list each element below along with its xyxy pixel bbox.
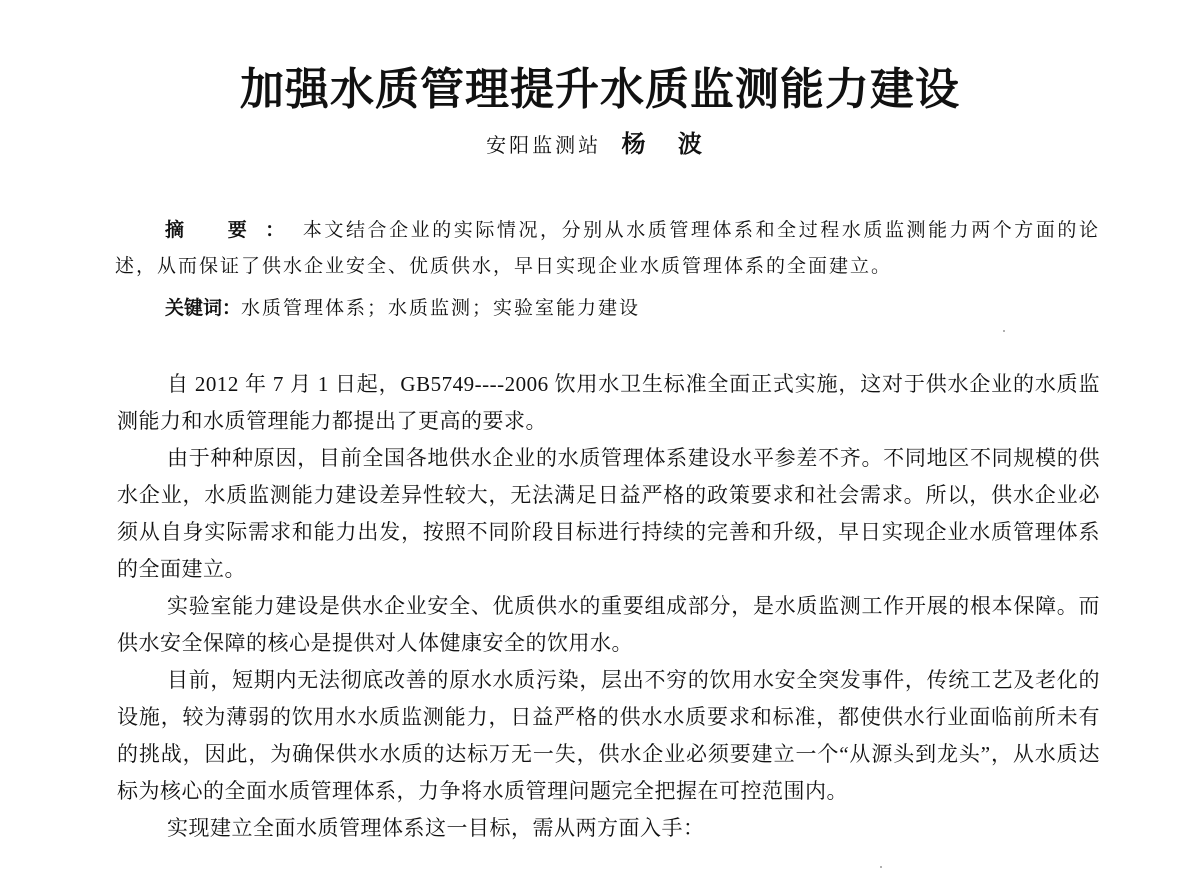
keywords-text: 水质管理体系；水质监测；实验室能力建设 [241, 297, 641, 319]
article-body [117, 366, 1100, 847]
byline [0, 128, 1200, 161]
body-paragraph: 目前，短期内无法彻底改善的原水水质污染，层出不穷的饮用水安全突发事件，传统工艺及老化的设施，较为薄弱的饮用水水质监测能力，日益严格的供水水质要求和标准，都使供水行业面临前所未有的挑战，因此，为确保供水水质的达标万无一失，供水企业必须要建立一个“从源头到龙头”，从水质达标为核心的全面水质管理体系，力争将水质管理问题完全把握在可控范围内。 [117, 668, 1100, 803]
body-paragraph: 实现建立全面水质管理体系这一目标，需从两方面入手： [167, 816, 705, 840]
body-paragraph: 由于种种原因，目前全国各地供水企业的水质管理体系建设水平参差不齐。不同地区不同规模的供水企业，水质监测能力建设差异性较大，无法满足日益严格的政策要求和社会需求。所以，供水企业必须从自身实际需求和能力出发，按照不同阶段目标进行持续的完善和升级，早日实现企业水质管理体系的全面建立。 [117, 446, 1100, 581]
author-name: 杨 波 [621, 130, 714, 158]
abstract-text: 本文结合企业的实际情况，分别从水质管理体系和全过程水质监测能力两个方面的论述，从而保证了供水企业安全、优质供水，早日实现企业水质管理体系的全面建立。 [115, 219, 1100, 277]
author-organization: 安阳监测站 [486, 133, 602, 157]
keywords [165, 290, 1100, 326]
abstract [115, 212, 1100, 284]
scan-speck [880, 866, 882, 868]
abstract-label: 摘 要： [165, 219, 303, 241]
body-paragraph: 实验室能力建设是供水企业安全、优质供水的重要组成部分，是水质监测工作开展的根本保障。而供水安全保障的核心是提供对人体健康安全的饮用水。 [117, 594, 1100, 655]
scan-speck [1003, 330, 1005, 332]
keywords-label: 关键词： [165, 297, 242, 319]
body-paragraph: 自 2012 年 7 月 1 日起，GB5749----2006 饮用水卫生标准全面正式实施，这对于供水企业的水质监测能力和水质管理能力都提出了更高的要求。 [117, 372, 1100, 433]
article-title: 加强水质管理提升水质监测能力建设 [240, 64, 960, 115]
